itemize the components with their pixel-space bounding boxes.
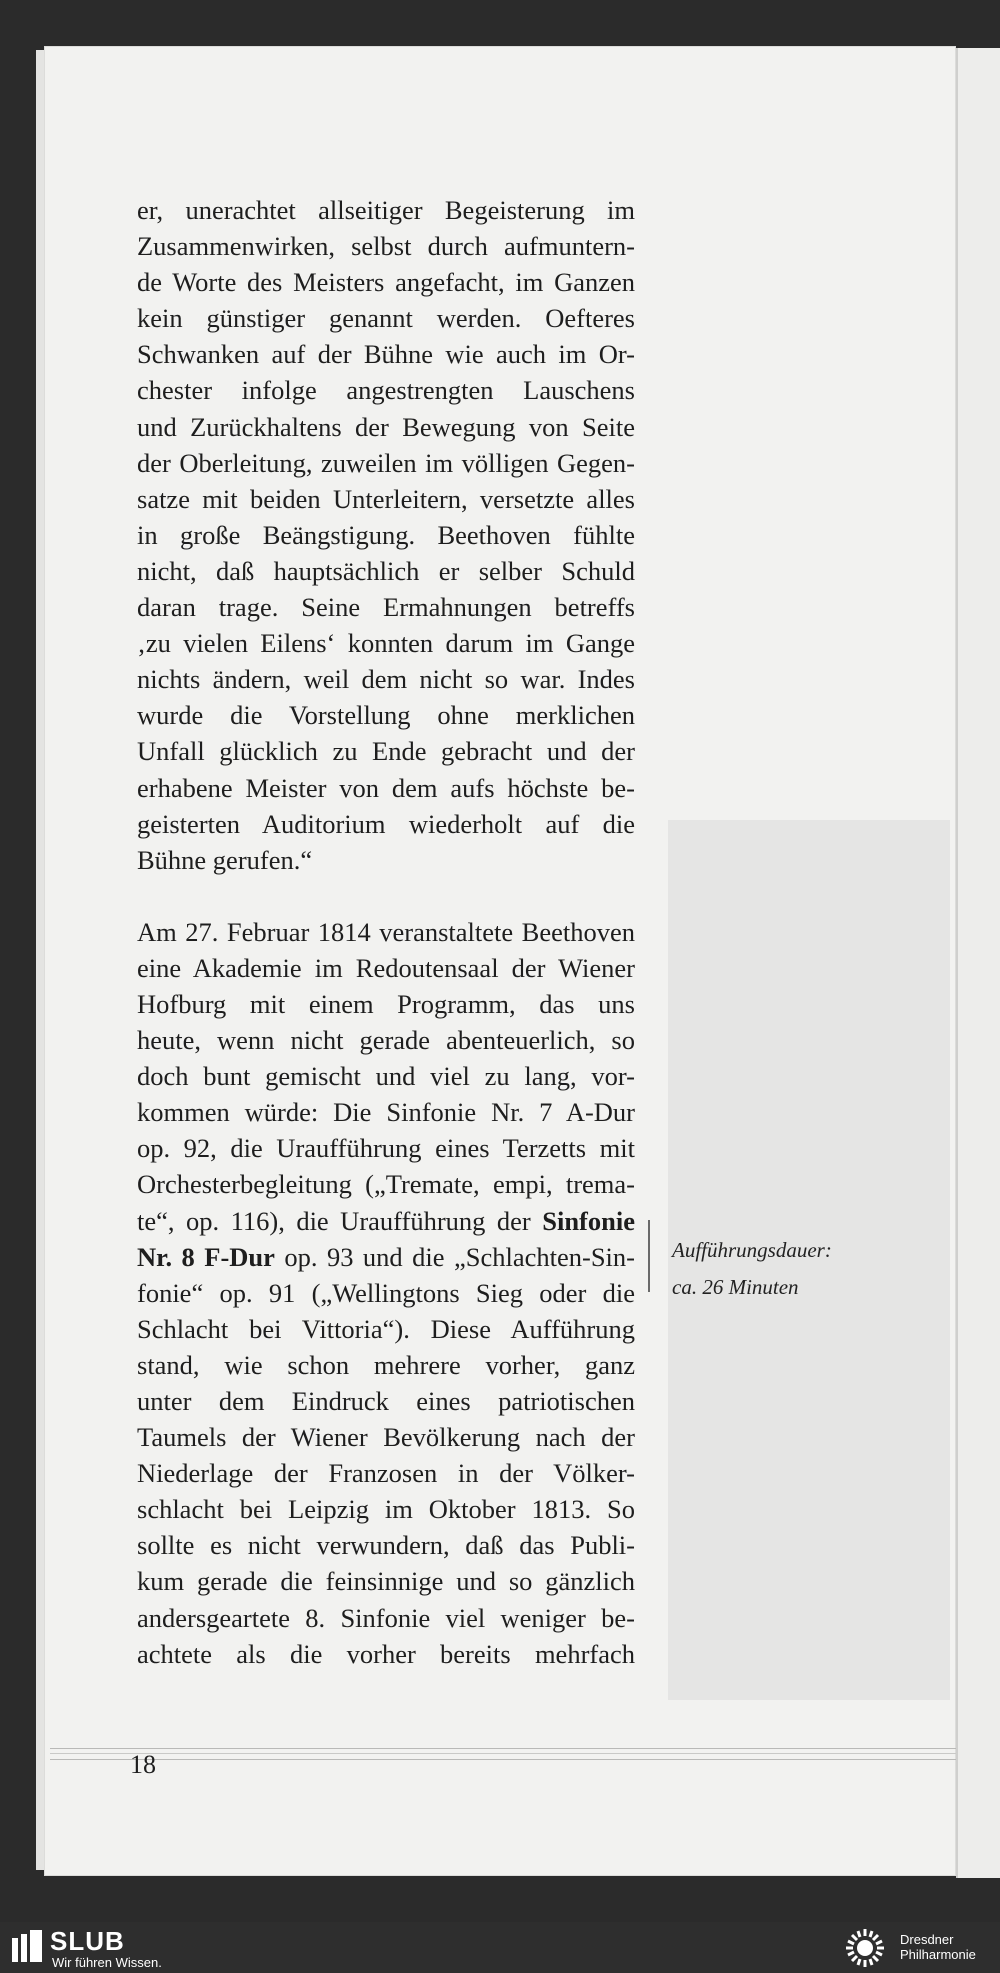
text-line: Schwanken auf der Bühne wie auch im Or-: [137, 339, 635, 370]
bold-sinfonie: Sinfonie: [542, 1205, 635, 1236]
duration-value: ca. 26 Minuten: [672, 1275, 799, 1299]
text-line: Nr. 8 F-Dur op. 93 und die „Schlachten-Sin-: [137, 1241, 635, 1272]
text-line: achtete als die vorher bereits mehrfach: [137, 1638, 635, 1669]
paragraph-2: [137, 914, 635, 1672]
page-number: 18: [130, 1750, 156, 1779]
text-line: nichts ändern, weil dem nicht so war. Indes: [137, 664, 635, 695]
text-line: sollte es nicht verwundern, daß das Publi-: [137, 1530, 635, 1561]
text-line: in große Beängstigung. Beethoven fühlte: [137, 519, 635, 550]
text-line: heute, wenn nicht gerade abenteuerlich, so: [137, 1025, 635, 1056]
text-line: kommen würde: Die Sinfonie Nr. 7 A-Dur: [137, 1097, 635, 1128]
text-line: de Worte des Meisters angefacht, im Ganzen: [137, 267, 635, 298]
text-line: schlacht bei Leipzig im Oktober 1813. So: [137, 1494, 635, 1525]
text-line: kein günstiger genannt werden. Oefteres: [137, 303, 635, 334]
text-line: ‚zu vielen Eilens‘ konnten darum im Gange: [137, 628, 635, 659]
text-line: nicht, daß hauptsächlich er selber Schuld: [137, 555, 635, 586]
text-line: daran trage. Seine Ermahnungen betreffs: [137, 592, 635, 623]
text-line: Schlacht bei Vittoria“). Diese Aufführung: [137, 1313, 635, 1344]
text-line: chester infolge angestrengten Lauschens: [137, 375, 635, 406]
slub-logo-icon: [12, 1930, 42, 1962]
philharmonie-name: Dresdner Philharmonie: [900, 1932, 976, 1962]
text-line: Unfall glücklich zu Ende gebracht und der: [137, 736, 635, 767]
text-line: der Oberleitung, zuweilen im völligen Gegen-: [137, 447, 635, 478]
text-line: fonie“ op. 91 („Wellingtons Sieg oder die: [137, 1277, 635, 1308]
text-line: andersgeartete 8. Sinfonie viel weniger be-: [137, 1602, 635, 1633]
bold-nr8: Nr. 8 F-Dur: [137, 1241, 275, 1272]
footer-banner: [0, 1922, 1000, 1973]
text-line: Niederlage der Franzosen in der Völker-: [137, 1458, 635, 1489]
text-line: wurde die Vorstellung ohne merklichen: [137, 700, 635, 731]
text-line: stand, wie schon mehrere vorher, ganz: [137, 1349, 635, 1380]
text-line: te“, op. 116), die Uraufführung der Sinfonie: [137, 1205, 635, 1236]
slub-name: SLUB: [50, 1926, 125, 1956]
text-line: Hofburg mit einem Programm, das uns: [137, 988, 635, 1019]
text-line: eine Akademie im Redoutensaal der Wiener: [137, 952, 635, 983]
slub-tagline: Wir führen Wissen.: [52, 1955, 162, 1970]
text-line: geisterten Auditorium wiederholt auf die: [137, 808, 635, 839]
sidebar-note: [672, 1232, 832, 1306]
text-line: Zusammenwirken, selbst durch aufmuntern-: [137, 231, 635, 262]
text-line: kum gerade die feinsinnige und so gänzlich: [137, 1566, 635, 1597]
footer-rule: [50, 1748, 956, 1760]
text-line: und Zurückhaltens der Bewegung von Seite: [137, 411, 635, 442]
body-text: [137, 192, 635, 1708]
philharmonie-logo-icon: [840, 1925, 890, 1971]
text-line: Bühne gerufen.“: [137, 844, 313, 875]
paragraph-1: [137, 192, 635, 878]
text-line: satze mit beiden Unterleitern, versetzte alles: [137, 483, 635, 514]
duration-label: Aufführungsdauer:: [672, 1238, 832, 1262]
text-line: op. 92, die Uraufführung eines Terzetts mit: [137, 1133, 635, 1164]
sidebar-rule: [648, 1220, 650, 1292]
next-page-edge: [956, 48, 1000, 1878]
text-line: doch bunt gemischt und viel zu lang, vor-: [137, 1061, 635, 1092]
text-line: Orchesterbegleitung („Tremate, empi, trema-: [137, 1169, 635, 1200]
text-line: unter dem Eindruck eines patriotischen: [137, 1386, 635, 1416]
text-line: erhabene Meister von dem aufs höchste be-: [137, 772, 635, 803]
text-line: Taumels der Wiener Bevölkerung nach der: [137, 1422, 635, 1453]
text-line: Am 27. Februar 1814 veranstaltete Beethoven: [137, 916, 635, 947]
text-line: er, unerachtet allseitiger Begeisterung im: [137, 195, 635, 225]
